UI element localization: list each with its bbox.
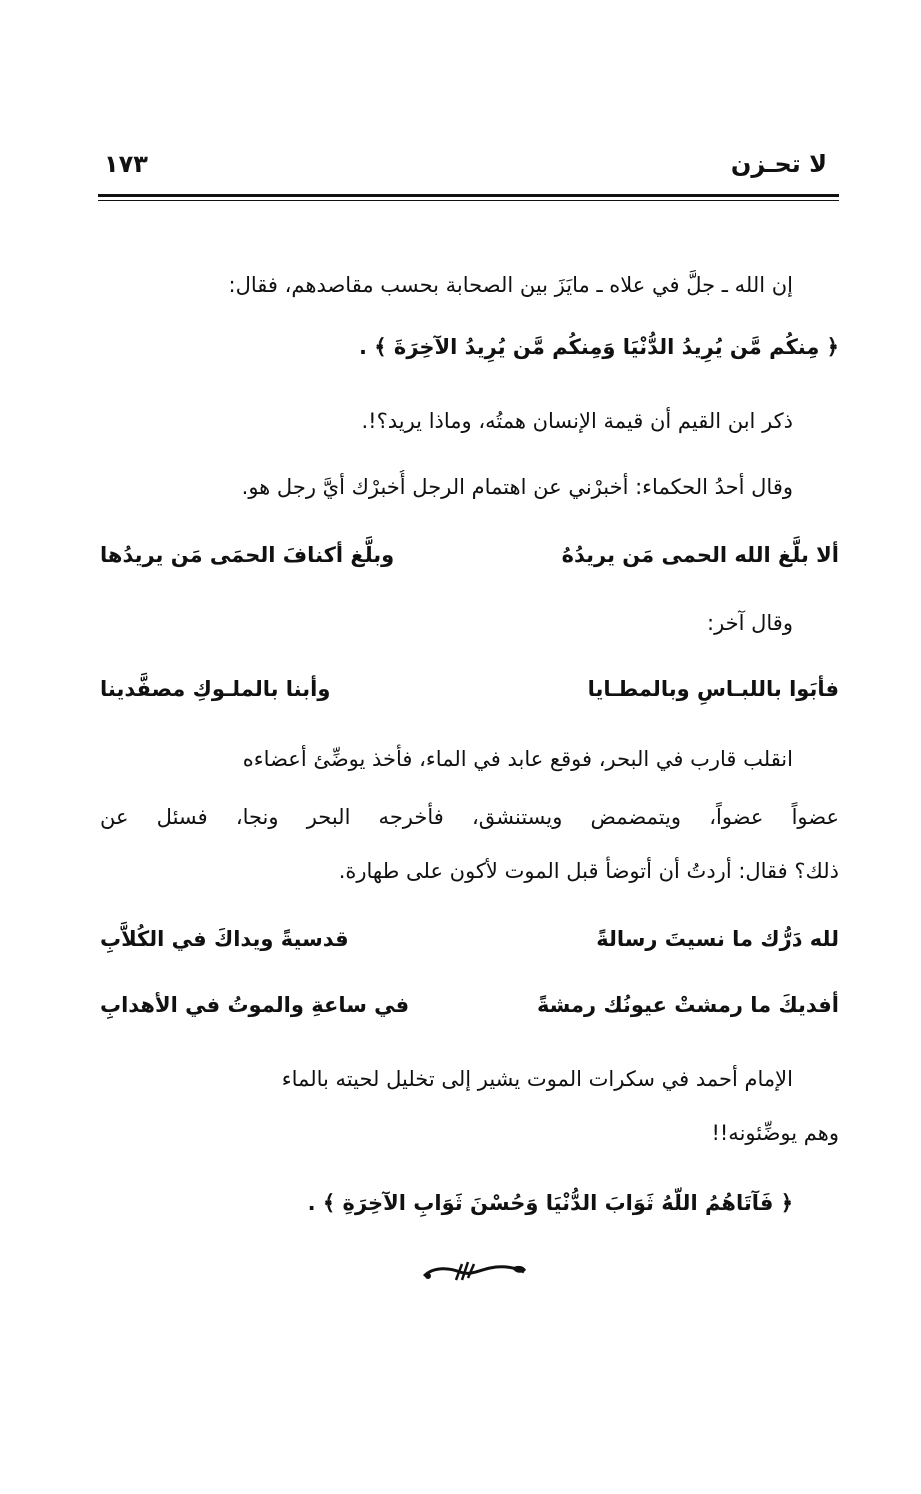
paragraph-line: الإمام أحمد في سكرات الموت يشير إلى تخليل لحيته بالماء — [281, 1067, 793, 1091]
paragraph-line: عضواً عضواً، ويتمضمض ويستنشق، فأخرجه البحر ونجا، فسئل عن — [100, 805, 839, 829]
quran-quote: ﴿ مِنكُم مَّن يُرِيدُ الدُّنْيَا وَمِنكُم مَّن يُرِيدُ الآخِرَةَ ﴾ . — [359, 335, 839, 359]
verse-first-hemistich: أفديكَ ما رمشتْ عيونُك رمشةً — [536, 993, 839, 1017]
paragraph-line: ذكر ابن القيم أن قيمة الإنسان همتُه، وماذا يريد؟!. — [361, 409, 793, 433]
verse-first-hemistich: ألا بلَّغ الله الحمى مَن يريدُهُ — [561, 543, 839, 567]
paragraph-line: وهم يوضِّئونه!! — [711, 1121, 839, 1145]
quran-quote: ﴿ فَآتَاهُمُ اللّهُ ثَوَابَ الدُّنْيَا وَحُسْنَ ثَوَابِ الآخِرَةِ ﴾ . — [307, 1191, 793, 1215]
running-title: لا تحـزن — [730, 150, 827, 178]
paragraph-line: وقال آخر: — [707, 611, 793, 635]
paragraph-line: وقال أحدُ الحكماء: أخبرْني عن اهتمام الرجل أُخبرْك أيَّ رجل هو. — [241, 475, 793, 499]
verse-second-hemistich: وبلَّغ أكنافَ الحمَى مَن يريدُها — [100, 543, 395, 567]
page-number: ١٧٣ — [104, 150, 148, 178]
paragraph-line: ذلك؟ فقال: أردتُ أن أتوضأ قبل الموت لأكون على طهارة. — [338, 859, 839, 883]
verse-couplet — [100, 672, 839, 706]
verse-couplet — [100, 538, 839, 572]
verse-second-hemistich: وأبنا بالملـوكِ مصفَّدينا — [100, 677, 331, 701]
verse-first-hemistich: فأبَوا باللبـاسِ وبالمطـايا — [587, 677, 839, 701]
verse-couplet — [100, 922, 839, 956]
header-rule-thin — [98, 200, 839, 201]
header-rule-thick — [98, 194, 839, 197]
paragraph-line: انقلب قارب في البحر، فوقع عابد في الماء، فأخذ يوضِّئ أعضاءه — [242, 747, 793, 771]
verse-first-hemistich: لله دَرُّك ما نسيتَ رسالةً — [596, 927, 839, 951]
verse-second-hemistich: في ساعةِ والموتُ في الأهدابِ — [100, 993, 410, 1017]
ornament-divider-icon — [420, 1256, 530, 1286]
verse-second-hemistich: قدسيةً ويداكَ في الكُلاَّبِ — [100, 927, 349, 951]
verse-couplet — [100, 988, 839, 1022]
paragraph-line: إن الله ـ جلَّ في علاه ـ مايَزَ بين الصحابة بحسب مقاصدهم، فقال: — [228, 273, 793, 297]
